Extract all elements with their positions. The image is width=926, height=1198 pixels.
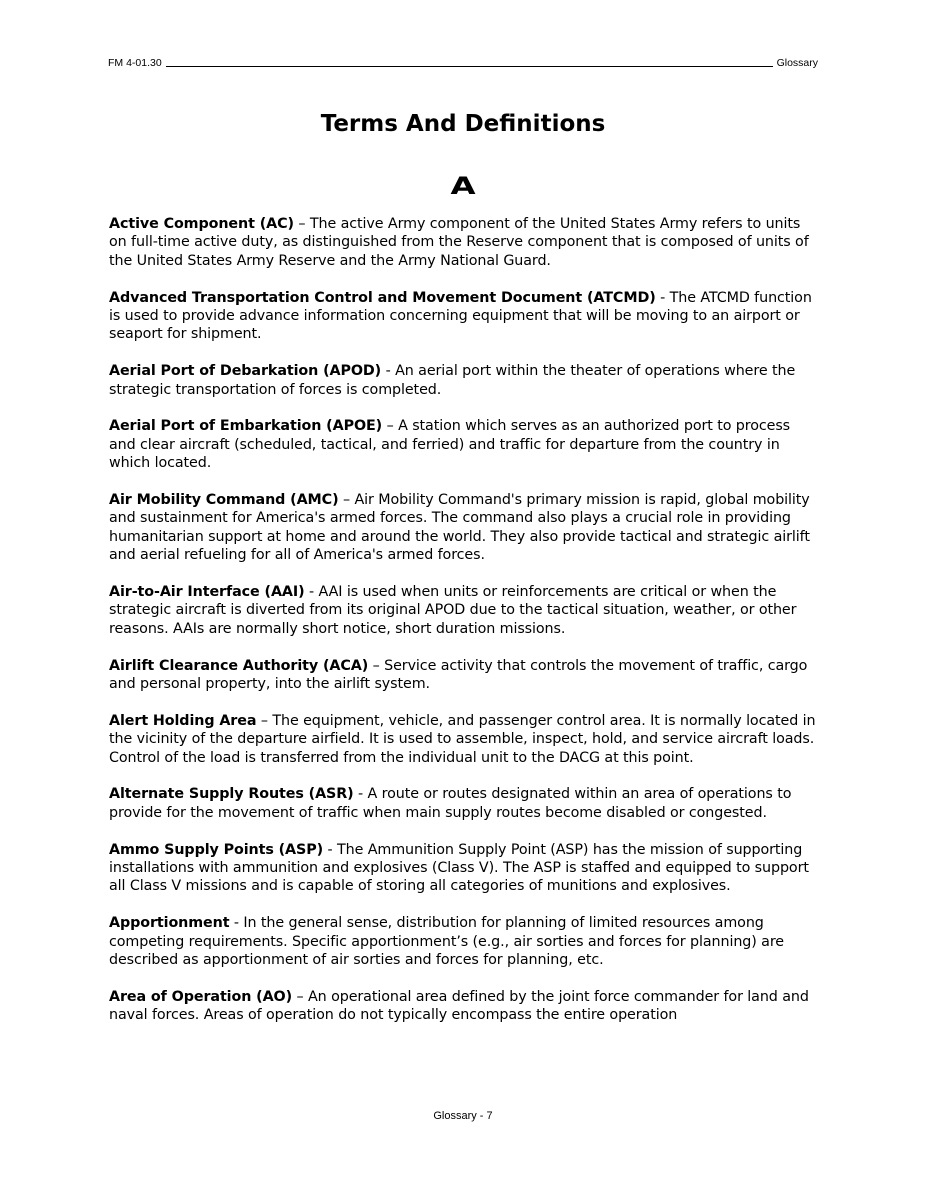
glossary-entry [109,914,821,969]
entry-separator: – [292,988,308,1005]
entry-term: Active Component (AC) [109,216,294,232]
glossary-entry [109,657,821,694]
header-section-name: Glossary [776,57,818,69]
glossary-entry [109,583,821,638]
entry-separator: - [323,841,337,858]
glossary-entry [109,417,821,472]
entry-separator: - [655,289,670,306]
entry-term: Advanced Transportation Control and Movement Document (ATCMD) [109,289,656,306]
entry-separator: – [382,418,399,435]
entry-term: Aerial Port of Embarkation (APOE) [109,418,383,435]
glossary-entry [109,362,821,399]
entry-definition: Service activity that controls the movement of traffic, cargo and personal property, into the airlift system. [109,657,808,693]
entry-definition: A route or routes designated within an area of operations to provide for the movement of traffic when main supply routes become disabled or congested. [109,786,792,821]
entry-term: Area of Operation (AO) [109,988,293,1005]
entry-definition: The equipment, vehicle, and passenger control area. It is normally located in the vicinity of the departure airfield. It is used to assemble, inspect, hold, and service aircraft loads. Control of the load is transferred from the individual unit to the DACG at this point. [109,712,816,766]
glossary-entry [109,491,821,565]
glossary-entry [109,988,821,1025]
header-document-number: FM 4-01.30 [108,57,162,69]
entry-separator: - [229,915,244,932]
entry-term: Apportionment [109,915,230,932]
page-title: Terms And Definitions [320,111,606,137]
entry-separator: – [338,492,355,509]
entry-definition: An operational area defined by the joint force commander for land and naval forces. Areas of operation do not typically encompass the entire operation [109,988,809,1024]
glossary-entry [109,289,821,344]
header-rule [166,66,773,67]
entry-term: Air-to-Air Interface (AAI) [109,584,305,601]
page-footer: Glossary - 7 [433,1110,493,1122]
entry-definition: In the general sense, distribution for planning of limited resources among competing requirements. Specific apportionment’s (e.g., air sorties and forces for planning) are described as apportionment of air sorties and forces for planning, etc. [109,915,785,969]
entry-definition: The active Army component of the United States Army refers to units on full-time active duty, as distinguished from the Reserve component that is composed of units of the United States Army Reserve and the Army National Guard. [109,216,809,269]
glossary-entry [109,712,821,767]
entry-separator: – [293,216,310,232]
entry-definition: An aerial port within the theater of operations where the strategic transportation of forces is completed. [109,363,796,398]
glossary-entry [109,841,821,896]
entry-term: Air Mobility Command (AMC) [109,492,339,509]
glossary-entries [109,215,821,1043]
entry-term: Aerial Port of Debarkation (APOD) [109,363,382,380]
entry-definition: The ATCMD function is used to provide advance information concerning equipment that will be moving to an airport or seaport for shipment. [109,289,812,343]
entry-definition: A station which serves as an authorized port to process and clear aircraft (scheduled, tactical, and ferried) and traffic for departure from the country in which located. [109,418,791,472]
entry-term: Alternate Supply Routes (ASR) [109,786,354,803]
entry-separator: - [353,786,368,803]
glossary-entry [109,785,821,822]
entry-separator: - [304,584,319,601]
entry-term: Ammo Supply Points (ASP) [109,841,324,858]
section-letter: A [450,172,476,200]
entry-separator: – [256,712,273,729]
entry-term: Alert Holding Area [109,712,257,729]
entry-definition: The Ammunition Supply Point (ASP) has the mission of supporting installations with ammunition and explosives (Class V). The ASP is staffed and equipped to support all Class V missions and is capable of storing all categories of munitions and explosives. [109,841,809,895]
glossary-entry [109,215,821,270]
entry-separator: – [368,657,385,674]
page-header [108,53,818,69]
entry-separator: - [381,363,396,380]
entry-term: Airlift Clearance Authority (ACA) [109,657,369,674]
entry-definition: Air Mobility Command's primary mission is rapid, global mobility and sustainment for America's armed forces. The command also plays a crucial role in providing humanitarian support at home and around the world. They also provide tactical and strategic airlift and aerial refueling for all of America's armed forces. [109,492,810,564]
entry-definition: AAI is used when units or reinforcements are critical or when the strategic aircraft is diverted from its original APOD due to the tactical situation, weather, or other reasons. AAIs are normally short notice, short duration missions. [109,584,797,637]
